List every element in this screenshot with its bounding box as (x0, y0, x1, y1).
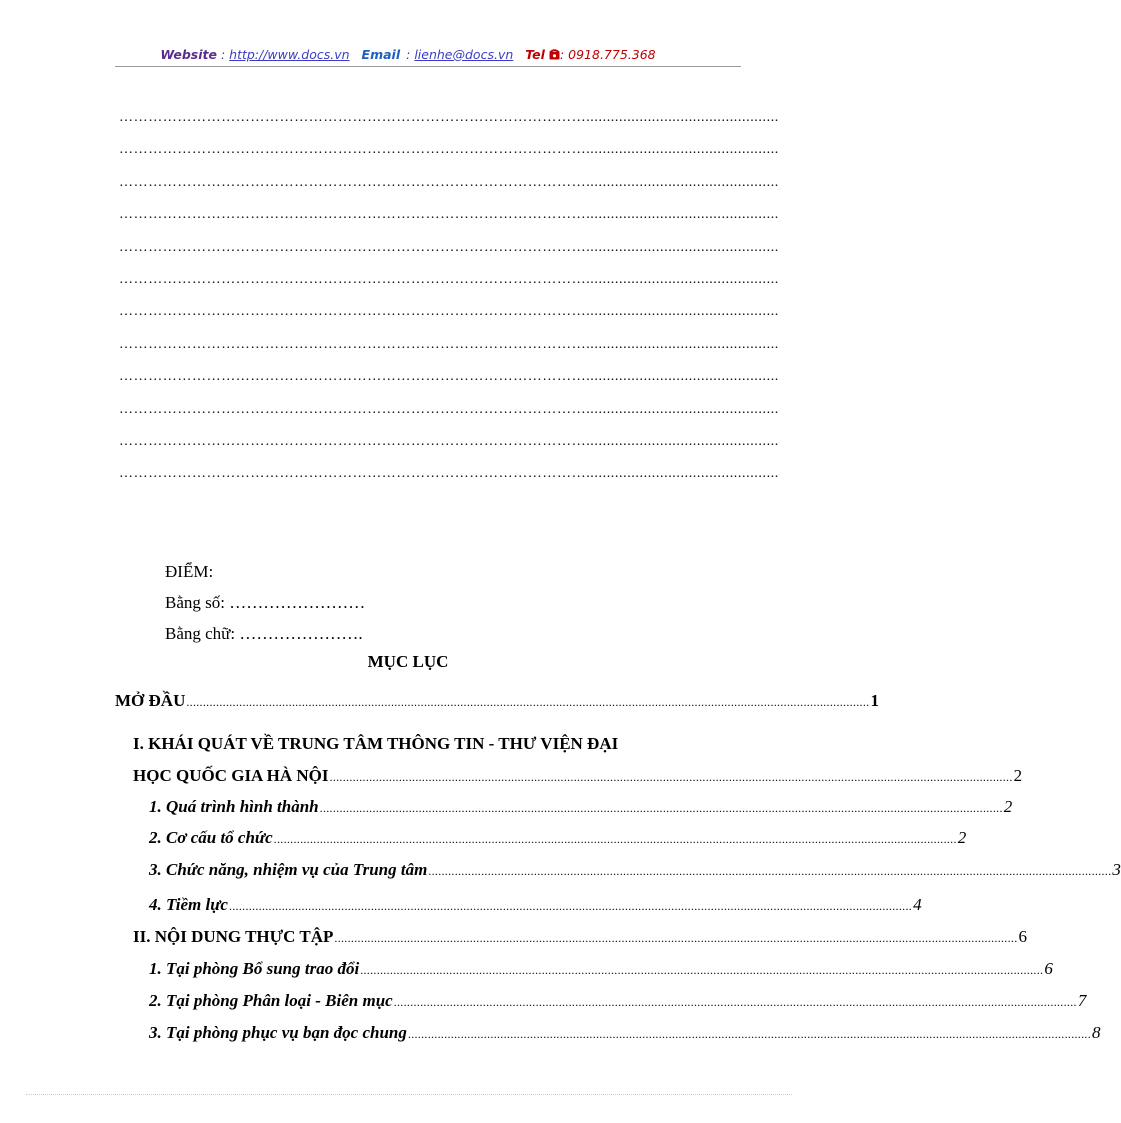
footer-divider (26, 1094, 792, 1095)
comment-line: ……………………………………………………………………………………............................................... (119, 174, 779, 190)
toc-entry-page: 8 (1092, 1023, 1101, 1042)
toc-leader: ............................................................................................................................................................................................................... (186, 695, 870, 709)
score-by-words: Bằng chữ: …………………. (165, 624, 363, 643)
website-label: Website (160, 47, 217, 62)
toc-entry-title: II. NỘI DUNG THỰC TẬP (133, 927, 334, 946)
toc-entry-1-4[interactable] (149, 894, 922, 917)
toc-entry-2-1[interactable] (149, 958, 1053, 981)
toc-entry-title: 2. Tại phòng Phân loại - Biên mục (149, 991, 393, 1010)
comment-line: ……………………………………………………………………………………............................................... (119, 142, 779, 158)
phone-colon: : (559, 47, 565, 62)
toc-leader: ............................................................................................................................................................................................................... (428, 864, 1112, 878)
email-link[interactable]: lienhe@docs.vn (414, 47, 514, 62)
toc-entry-1-3[interactable] (149, 859, 1121, 882)
comment-lines (119, 108, 779, 497)
toc-entry-section1[interactable] (133, 765, 1023, 788)
toc-entry-title: 4. Tiềm lực (149, 895, 228, 914)
toc-entry-page: 1 (870, 691, 879, 710)
toc-leader: ............................................................................................................................................................................................................... (407, 1027, 1091, 1041)
page-header (0, 47, 816, 64)
score-by-number: Bằng số: …………………… (165, 593, 366, 612)
comment-line: ……………………………………………………………………………………............................................... (119, 466, 779, 482)
toc-entry-title: MỞ ĐẦU (115, 691, 186, 710)
toc-leader: ............................................................................................................................................................................................................... (319, 801, 1003, 815)
website-colon: : (220, 47, 226, 62)
toc-entry-title: 3. Chức năng, nhiệm vụ của Trung tâm (149, 860, 428, 879)
comment-line: ……………………………………………………………………………………............................................... (119, 433, 779, 449)
toc-entry-page: 2 (957, 828, 967, 847)
toc-entry-title: 1. Tại phòng Bổ sung trao đổi (149, 959, 360, 978)
comment-line: ……………………………………………………………………………………............................................... (119, 207, 779, 223)
toc-entry-page: 3 (1112, 860, 1121, 879)
toc-leader: ............................................................................................................................................................................................................... (334, 931, 1018, 945)
toc-entry-title: 2. Cơ cấu tổ chức (149, 828, 273, 847)
toc-entry-1-1[interactable] (149, 796, 1013, 819)
email-label: Email (361, 47, 401, 62)
toc-entry-2-2[interactable] (149, 990, 1087, 1013)
email-colon: : (406, 47, 411, 62)
toc-entry-page: 7 (1077, 991, 1087, 1010)
toc-leader: ............................................................................................................................................................................................................... (273, 832, 957, 846)
tel-label: Tel (525, 47, 545, 62)
toc-leader: ............................................................................................................................................................................................................... (360, 963, 1044, 977)
website-link[interactable]: http://www.docs.vn (229, 47, 350, 62)
toc-section1-title[interactable]: I. KHÁI QUÁT VỀ TRUNG TÂM THÔNG TIN - THƯ VIỆN ĐẠI (133, 734, 619, 753)
toc-entry-page: 6 (1018, 927, 1028, 946)
toc-leader: ............................................................................................................................................................................................................... (393, 995, 1077, 1009)
comment-line: ……………………………………………………………………………………............................................... (119, 369, 779, 385)
toc-title: MỤC LỤC (367, 652, 449, 671)
toc-entry-intro[interactable] (115, 690, 879, 713)
comment-line: ……………………………………………………………………………………............................................... (119, 401, 779, 417)
toc-entry-page: 6 (1044, 959, 1053, 978)
comment-line: ……………………………………………………………………………………............................................... (119, 271, 779, 287)
toc-entry-title: 1. Quá trình hình thành (149, 797, 319, 816)
comment-line: ……………………………………………………………………………………............................................... (119, 110, 779, 125)
comment-line: ……………………………………………………………………………………............................................... (119, 239, 779, 255)
header-divider (115, 66, 741, 67)
toc-leader: ............................................................................................................................................................................................................... (329, 770, 1013, 784)
toc-entry-1-2[interactable] (149, 827, 967, 850)
phone-icon (549, 48, 560, 64)
score-label: ĐIỂM: (165, 562, 214, 581)
toc-leader: ............................................................................................................................................................................................................... (228, 899, 913, 913)
toc-entry-page: 2 (1013, 766, 1023, 785)
toc-entry-2-3[interactable] (149, 1022, 1101, 1045)
toc-entry-title: HỌC QUỐC GIA HÀ NỘI (133, 766, 329, 785)
comment-line: ……………………………………………………………………………………............................................... (119, 304, 779, 320)
toc-entry-page: 4 (913, 895, 922, 914)
toc-entry-title: 3. Tại phòng phục vụ bạn đọc chung (149, 1023, 407, 1042)
phone-number: 0918.775.368 (568, 47, 656, 62)
toc-entry-section2[interactable] (133, 926, 1028, 949)
score-block (165, 556, 365, 649)
comment-line: ……………………………………………………………………………………............................................... (119, 336, 779, 352)
toc-entry-page: 2 (1003, 797, 1013, 816)
